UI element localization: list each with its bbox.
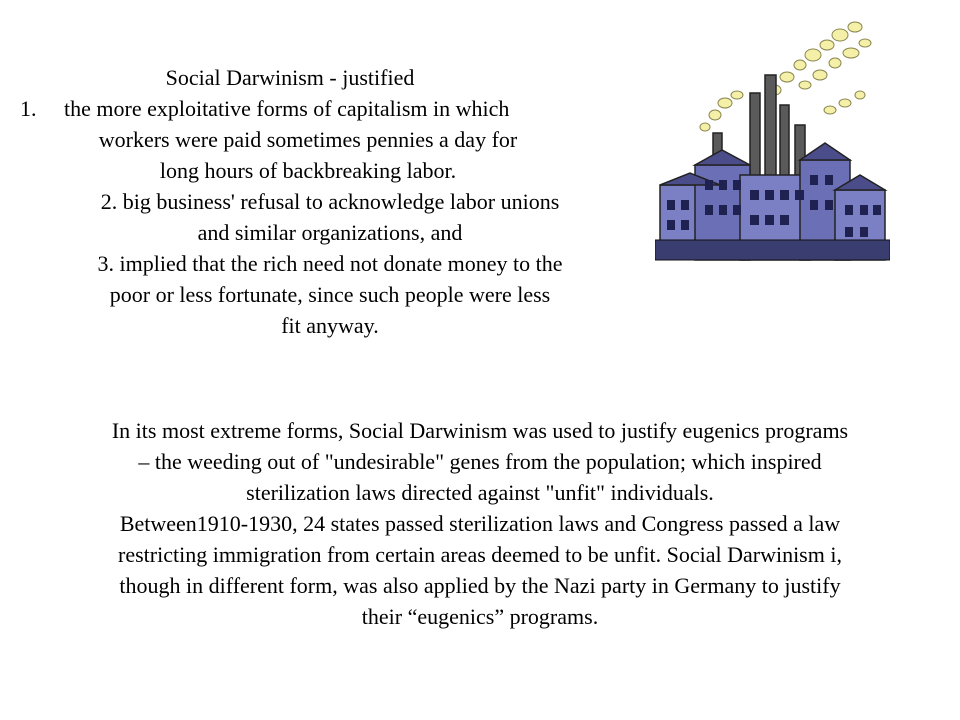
paragraph-line-6: though in different form, was also applied by the Nazi party in Germany to justify [119, 573, 841, 598]
paragraph-line-1: In its most extreme forms, Social Darwinism was used to justify eugenics programs [111, 418, 849, 443]
list-item-2-line-1: 2. big business' refusal to acknowledge labor unions [100, 189, 560, 214]
paragraph-line-3: sterilization laws directed against "unfit" individuals. [246, 480, 714, 505]
list-item-1-number: 1. [20, 96, 37, 121]
list-item-3 [20, 248, 640, 341]
list-item-3-line-2: poor or less fortunate, since such people were less [109, 282, 551, 307]
summary-text-block [20, 62, 640, 341]
paragraph-line-4: Between1910-1930, 24 states passed sterilization laws and Congress passed a law [119, 511, 841, 536]
slide-heading: Social Darwinism - justified [165, 65, 415, 90]
list-item-1-line-1: the more exploitative forms of capitalism in which [64, 96, 510, 121]
list-item-1-line-2: workers were paid sometimes pennies a day for [98, 127, 518, 152]
paragraph-line-7: their “eugenics” programs. [361, 604, 599, 629]
list-item-3-line-3: fit anyway. [281, 313, 379, 338]
list-item-2 [20, 186, 640, 248]
list-item-1 [20, 93, 640, 186]
list-item-3-line-1: 3. implied that the rich need not donate money to the [97, 251, 563, 276]
paragraph-line-2: – the weeding out of "undesirable" genes from the population; which inspired [138, 449, 822, 474]
eugenics-paragraph [0, 415, 960, 632]
factory-icon [655, 15, 890, 265]
list-item-1-line-3: long hours of backbreaking labor. [159, 158, 457, 183]
list-item-2-line-2: and similar organizations, and [197, 220, 463, 245]
paragraph-line-5: restricting immigration from certain areas deemed to be unfit. Social Darwinism i, [118, 542, 842, 567]
